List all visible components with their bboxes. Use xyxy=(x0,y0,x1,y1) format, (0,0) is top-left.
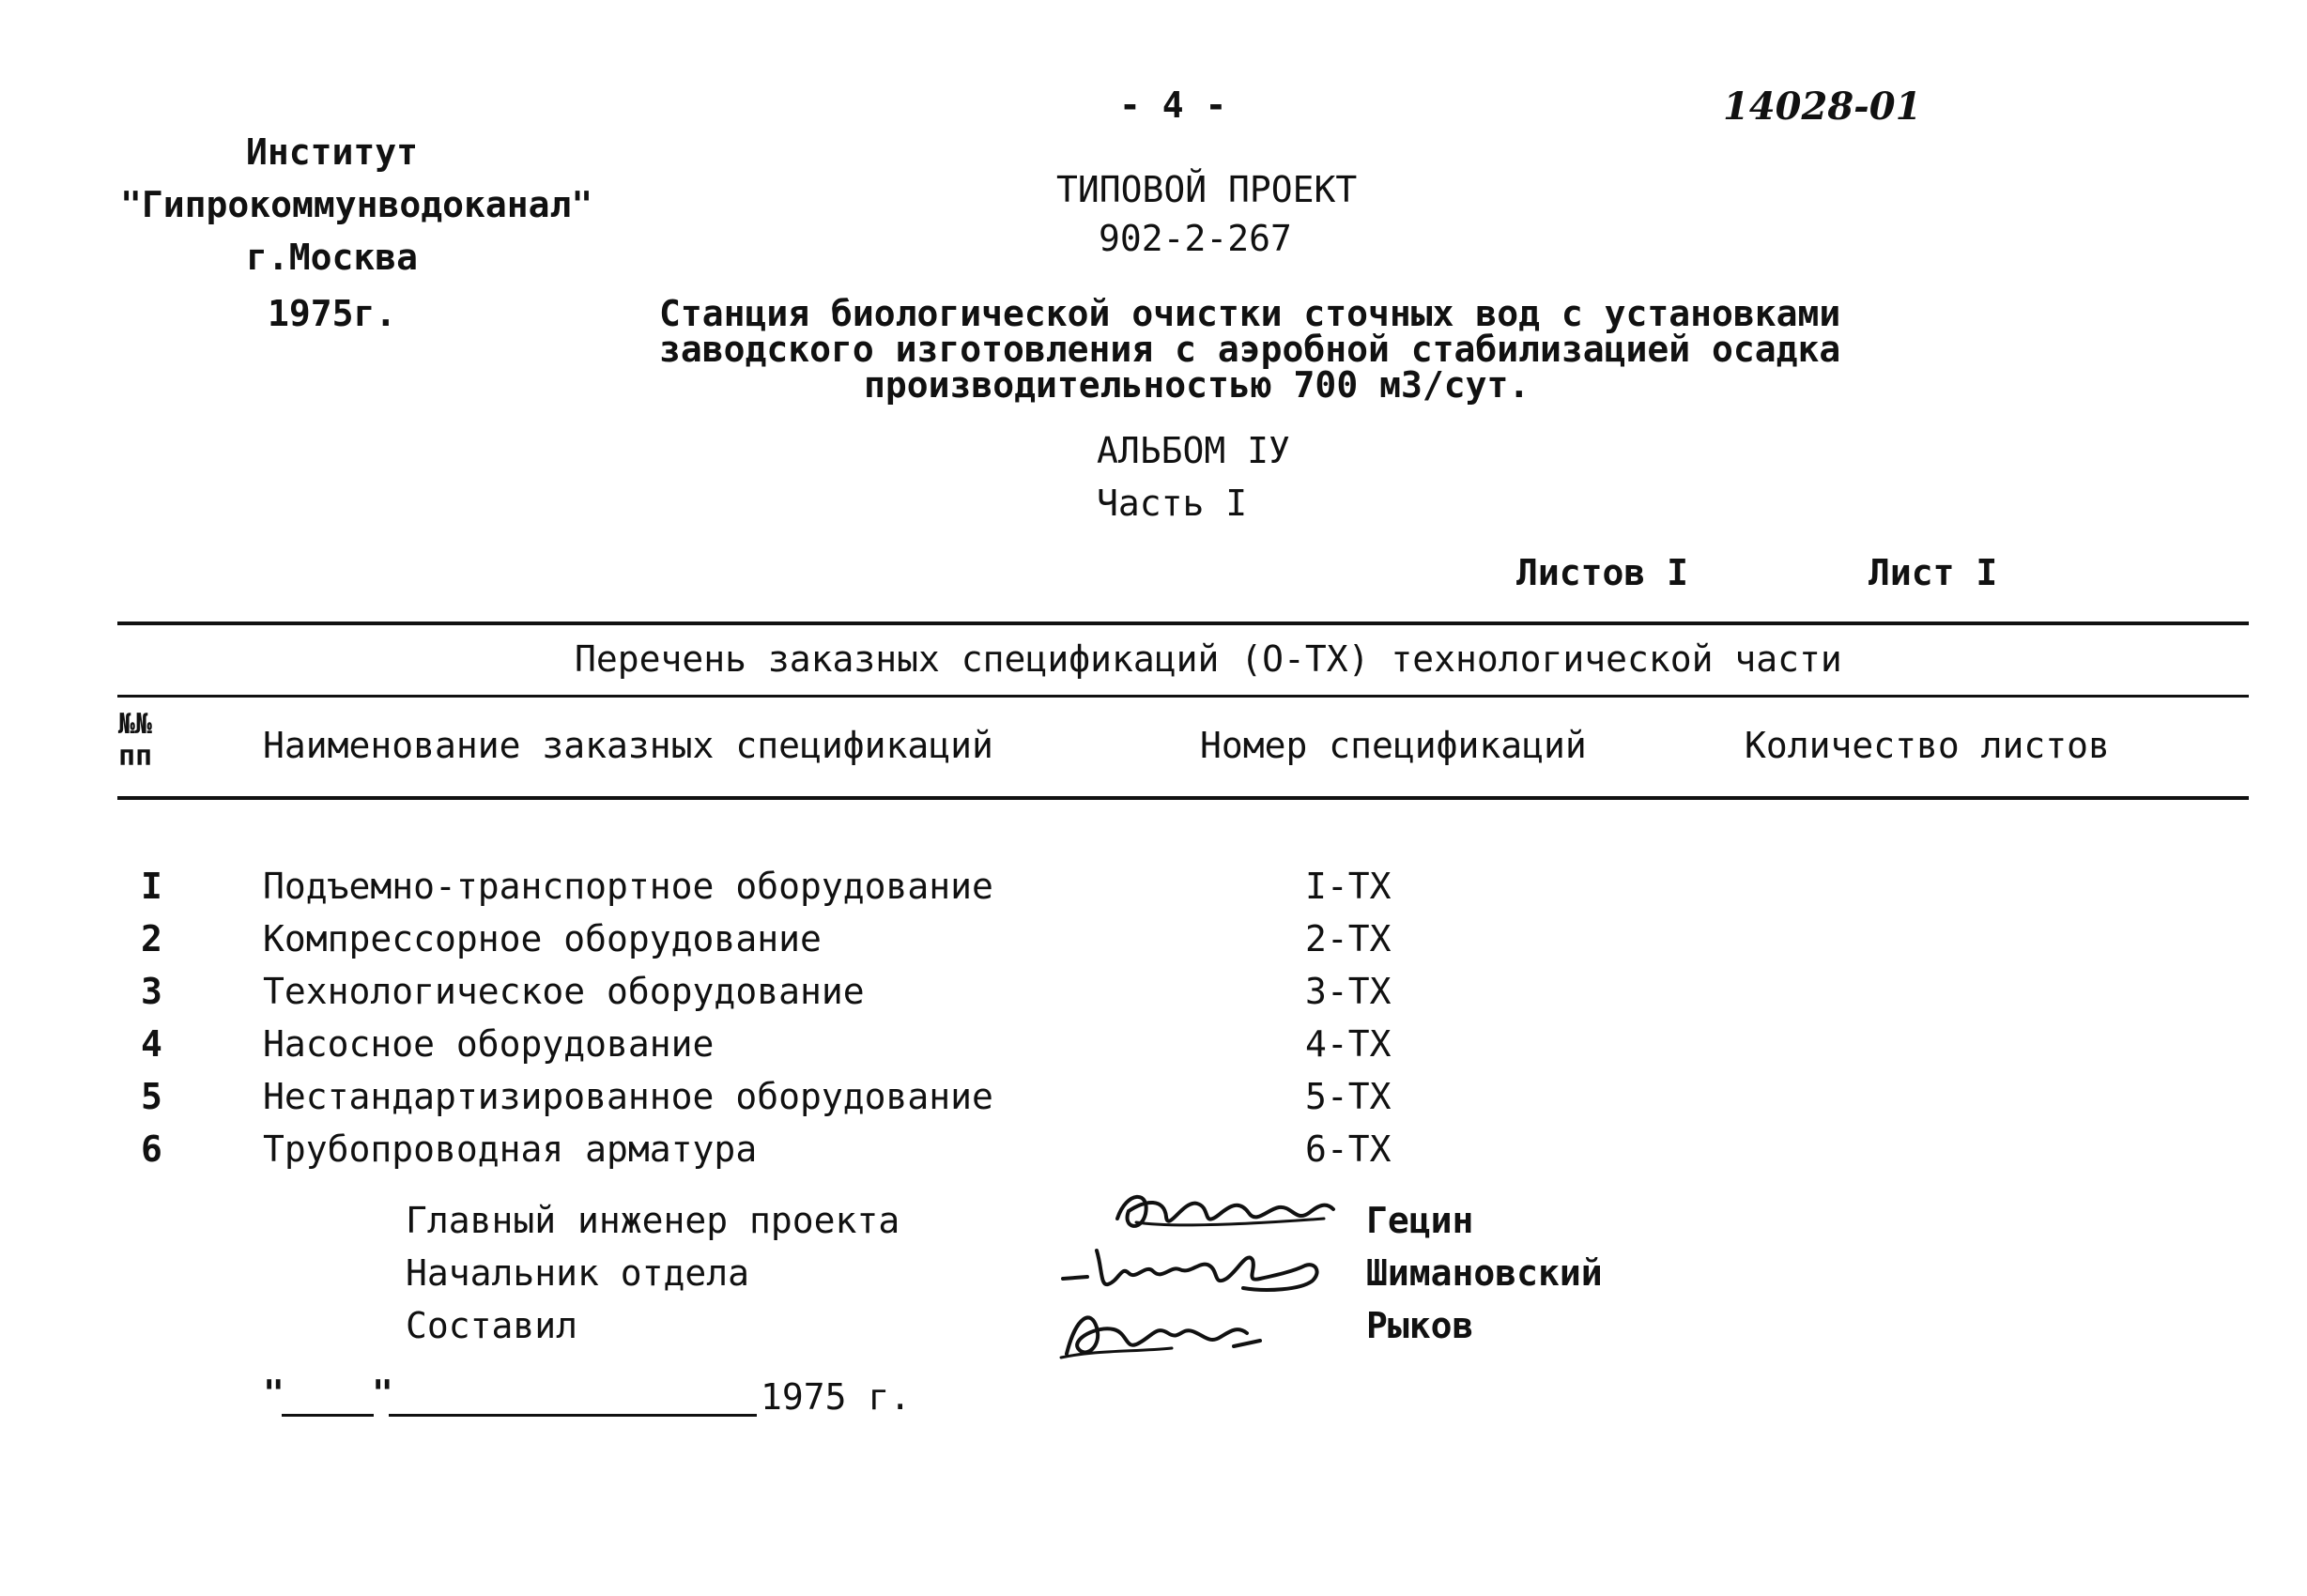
row-number: 6 xyxy=(141,1128,162,1170)
signer-name-chief-engineer: Гецин xyxy=(1366,1200,1474,1241)
role-compiler: Составил xyxy=(406,1305,578,1346)
column-header-name: Наименование заказных спецификаций xyxy=(263,725,993,766)
column-header-spec-number: Номер спецификаций xyxy=(1200,725,1587,766)
column-header-sheets-count: Количество листов xyxy=(1745,725,2110,766)
date-year: 1975 г. xyxy=(761,1376,912,1418)
role-department-head: Начальник отдела xyxy=(406,1252,750,1294)
row-name: Трубопроводная арматура xyxy=(263,1128,758,1170)
row-spec: 4-ТХ xyxy=(1305,1023,1392,1065)
institute-year: 1975г. xyxy=(268,293,397,334)
row-number: 2 xyxy=(141,918,162,959)
column-header-num-line-2: пп xyxy=(118,740,153,773)
row-name: Технологическое оборудование xyxy=(263,971,865,1012)
institute-city: г.Москва xyxy=(246,237,419,278)
column-header-num-line-1: №№ xyxy=(118,708,153,741)
row-spec: 6-ТХ xyxy=(1305,1128,1392,1170)
sheets-total: Листов I xyxy=(1516,552,1689,593)
row-spec: 3-ТХ xyxy=(1305,971,1392,1012)
row-spec: 5-ТХ xyxy=(1305,1076,1392,1117)
row-name: Подъемно-транспортное оборудование xyxy=(263,866,993,907)
row-name: Насосное оборудование xyxy=(263,1023,715,1065)
table-title: Перечень заказных спецификаций (О-ТХ) технологической части xyxy=(575,638,1842,680)
institute-line-2: "Гипрокоммунводоканал" xyxy=(120,184,593,225)
sheet-number: Лист I xyxy=(1869,552,1998,593)
signature-scribble-department-head xyxy=(1059,1237,1341,1303)
role-chief-engineer: Главный инженер проекта xyxy=(406,1200,900,1241)
project-number: 902-2-267 xyxy=(1099,218,1292,259)
row-number: 4 xyxy=(141,1023,162,1065)
album-label: АЛЬБОМ IУ xyxy=(1097,430,1290,471)
part-label: Часть I xyxy=(1097,483,1248,524)
document-code: 14028-01 xyxy=(1723,84,1922,129)
row-number: 3 xyxy=(141,971,162,1012)
signer-name-compiler: Рыков xyxy=(1366,1305,1474,1346)
signer-name-department-head: Шимановский xyxy=(1366,1252,1603,1294)
project-type: ТИПОВОЙ ПРОЕКТ xyxy=(1056,169,1358,210)
project-description-line-1: Станция биологической очистки сточных вод с установками xyxy=(659,293,1841,334)
row-spec: 2-ТХ xyxy=(1305,918,1392,959)
project-description-line-2: заводского изготовления с аэробной стабилизацией осадка xyxy=(659,329,1841,370)
row-number: 5 xyxy=(141,1076,162,1117)
row-spec: I-ТХ xyxy=(1305,866,1392,907)
date-open-quote: " xyxy=(263,1373,285,1414)
project-description-line-3: производительностью 700 м3/сут. xyxy=(864,364,1530,406)
table-header-rule xyxy=(117,796,2249,800)
row-number: I xyxy=(141,866,162,907)
date-month-blank xyxy=(389,1414,757,1417)
table-top-rule xyxy=(117,622,2249,625)
page-number: - 4 - xyxy=(1119,84,1227,126)
table-title-rule xyxy=(117,695,2249,698)
date-day-blank xyxy=(282,1414,374,1417)
institute-line-1: Институт xyxy=(246,131,419,173)
row-name: Нестандартизированное оборудование xyxy=(263,1076,993,1117)
row-name: Компрессорное оборудование xyxy=(263,918,822,959)
date-close-quote: " xyxy=(372,1373,393,1414)
signature-scribble-compiler xyxy=(1059,1297,1284,1373)
